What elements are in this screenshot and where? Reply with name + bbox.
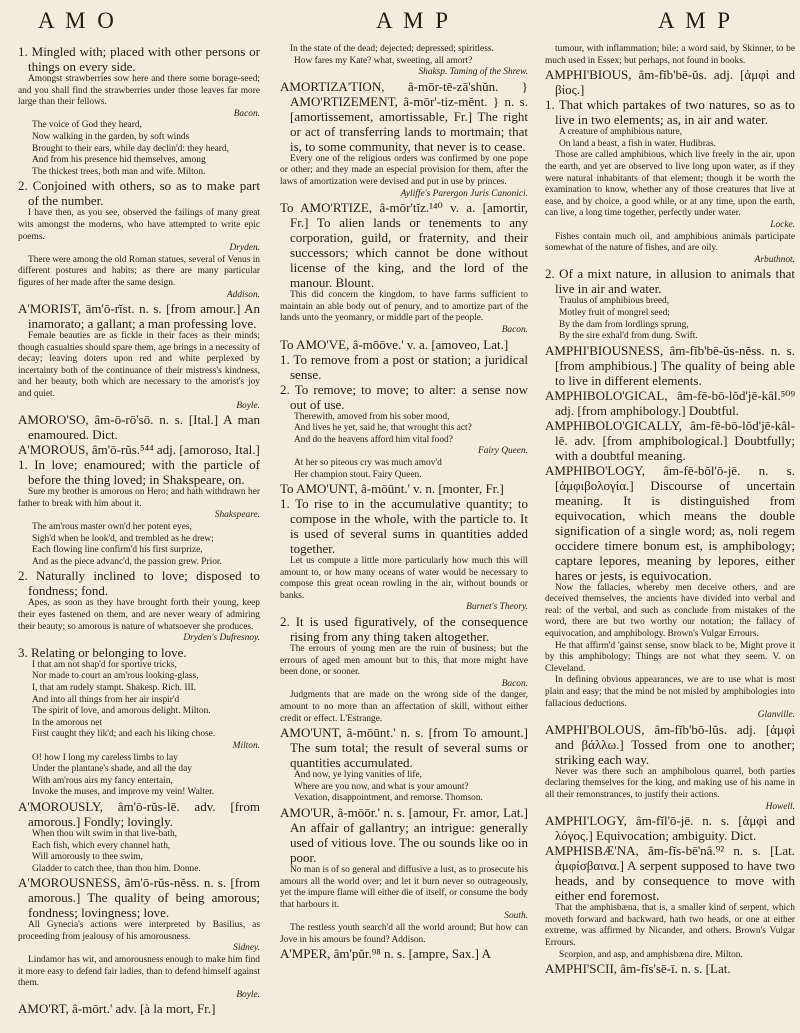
- citation-source: Glanville.: [757, 710, 795, 721]
- entry-text: AMPHI'BIOUS, âm-fĭb'bē-ŭs. adj. [ἀμφὶ and βίος.]: [545, 67, 795, 98]
- entry-text: 2. Naturally inclined to love; disposed to fondness; fond.: [18, 568, 260, 599]
- column-1: [18, 44, 260, 1029]
- quotation: He that affirm'd 'gainst sense, snow black to be, Might prove it by this amphibology; Things are not what they seem. V. on Cleveland.: [545, 640, 795, 674]
- verse-line: A creature of amphibious nature,: [559, 127, 683, 138]
- entry-text: To AMO'RTIZE, â-mōr'tĭz.¹⁴⁰ v. a. [amortir, Fr.] To alien lands or tenements to any corporation, guild, or fraternity, and their successors; which cannot be done without license of the king, and the lord of the manour. Blount.: [280, 200, 528, 291]
- entry-text: 3. Relating or belonging to love.: [18, 644, 187, 660]
- entry-text: 2. To remove; to move; to alter: a sense now out of use.: [280, 381, 528, 412]
- verse-line: Where are you now, and what is your amount?: [294, 781, 469, 792]
- verse-line: Sigh'd when he look'd, and trembled as he drew;: [32, 533, 214, 544]
- quotation: This did concern the kingdom, to have farms sufficient to maintain an able body out of penury, and to amortize part of the lands unto the yeomanry, or middle part of the people.: [280, 290, 528, 324]
- verse-line: Each fish, which every channel hath,: [32, 840, 171, 851]
- column-2: [280, 44, 528, 1029]
- verse-line: Gladder to catch thee, than thou him. Donne.: [32, 863, 201, 874]
- quotation: Those are called amphibious, which live freely in the air, upon the earth, and yet are observed to live long upon water, as if they were natural inhabitants of that element; though it be worth the examination to know, whether any of those creatures that live at ease, and by choice, a good while, or at any time, upon the earth, can live, a long time together, perfectly under water.: [545, 150, 795, 219]
- entry-text: AMPHI'BIOUSNESS, âm-fĭb'bē-ŭs-nĕss. n. s. [from amphibious.] The quality of being able to live in different elements.: [545, 342, 795, 388]
- quotation: tumour, with inflammation; bile: a word said, by Skinner, to be much used in Essex; but perhaps, not found in books.: [545, 44, 795, 66]
- quotation: Never was there such an amphibolous quarrel, both parties declaring themselves for the king, and making use of his name in all their remonstrances, to justify their actions.: [545, 766, 795, 800]
- verse-line: Therewith, amoved from his sober mood,: [294, 411, 450, 422]
- verse-line: The am'rous master own'd her potent eyes,: [32, 522, 192, 533]
- text-columns: [18, 44, 795, 1029]
- entry-text: 2. It is used figuratively, of the consequence rising from any thing taken altogether.: [280, 614, 528, 645]
- verse-line: Nor made to court an am'rous looking-glass,: [32, 671, 199, 682]
- entry-text: A'MOROUS, âm'ō-rŭs.⁵⁴⁴ adj. [amoroso, Ital.]: [18, 442, 260, 458]
- header-left-guideword: A M O: [38, 8, 117, 33]
- verse-line: The thickest trees, both man and wife. Milton.: [32, 166, 206, 177]
- citation-source: Dryden's Dufresnoy.: [183, 633, 260, 644]
- quotation: The errours of young men are the ruin of business; but the errours of aged men amount but to this, that more might have been done, or sooner.: [280, 644, 528, 678]
- entry-text: 2. Of a mixt nature, in allusion to animals that live in air and water.: [545, 266, 795, 297]
- entry-text: A'MOROUSNESS, âm'ō-rŭs-nĕss. n. s. [from amorous.] The quality of being amorous; fondness; lovingness; love.: [18, 875, 260, 921]
- entry-text: AMPHI'SCII, âm-fĭs'sē-ī. n. s. [Lat.: [545, 961, 731, 977]
- quotation: In the state of the dead; dejected; depressed; spiritless.: [290, 44, 494, 54]
- entry-text: AMORTIZA'TION, â-mōr-tē-zā'shŭn. } AMO'RTIZEMENT, â-mōr'-tiz-mĕnt. } n. s. [amortissement, amortissable, Fr.] The right or act of transferring lands to mortmain; that is, to some community, that never is to cease.: [280, 78, 528, 154]
- verse-line: And from his presence hid themselves, among: [32, 155, 206, 166]
- verse-line: And as the piece advanc'd, the passion grew. Prior.: [32, 556, 222, 567]
- header-right-guideword: A M P: [658, 8, 734, 33]
- entry-text: 1. To rise to in the accumulative quantity; to compose in the whole, with the particle to. It is used of several sums in quantities added together.: [280, 496, 528, 557]
- entry-text: AMPHIBO'LOGY, âm-fē-bŏl'ō-jē. n. s. [ἀμφιβολογία.] Discourse of uncertain meaning. It is distinguished from equivocation, which means the double signification of a single word; as, noli regem occidere timere bonum est, is amphibology; captare lepores, meaning by lepores, either hares or jests, is equivocation.: [545, 462, 795, 583]
- page-header: [10, 8, 790, 34]
- entry-text: To AMO'VE, â-mōōve.' v. a. [amoveo, Lat.]: [280, 336, 509, 352]
- verse-line: Under the plantane's shade, and all the day: [32, 764, 192, 775]
- quotation: Lindamor has wit, and amorousness enough to make him find it more easy to defend fair ladies, than to defend himself against them.: [18, 955, 260, 989]
- verse-line: In the amorous net: [32, 717, 103, 728]
- quotation: Let us compute a little more particularly how much this will amount to, or how many oceans of water would be necessary to compose this great ocean rowling in the air, without bounds or banks.: [280, 556, 528, 601]
- entry-text: AMPHIBOLO'GICAL, âm-fē-bō-lŏd'jē-kâl.⁵⁰⁹ adj. [from amphibology.] Doubtful.: [545, 387, 795, 418]
- verse-line: With am'rous airs my fancy entertain,: [32, 775, 173, 786]
- citation-source: Milton.: [232, 740, 260, 751]
- citation-source: Bacon.: [501, 678, 528, 689]
- verse-line: On land a beast, a fish in water. Hudibras.: [559, 138, 716, 149]
- quotation: Apes, as soon as they have brought forth their young, keep their eyes fastened on them, and are never weary of admiring their beauty; so amorous is nature of whatsoever she produces.: [18, 598, 260, 632]
- column-3: [545, 44, 795, 1029]
- verse-line: And do the heavens afford him vital food?: [294, 434, 453, 445]
- verse-line: Traulus of amphibious breed,: [559, 296, 670, 307]
- citation-source: Burnet's Theory.: [466, 602, 528, 613]
- citation-source: Bacon.: [233, 108, 260, 119]
- quotation: That the amphisbæna, that is, a smaller kind of serpent, which moveth forward and backward, hath two heads, or one at either extreme, was affirmed by Nicander, and others. Brown's Vulgar Errours.: [545, 903, 795, 948]
- entry-text: AMPHI'BOLOUS, âm-fĭb'bō-lŭs. adj. [ἀμφὶ and βάλλω.] Tossed from one to another; striking each way.: [545, 721, 795, 767]
- verse-line: When thou wilt swim in that live-bath,: [32, 828, 178, 839]
- entry-text: A'MOROUSLY, âm'ō-rŭs-lē. adv. [from amorous.] Fondly; lovingly.: [18, 798, 260, 829]
- entry-text: AMO'UNT, â-mōūnt.' n. s. [from To amount.] The sum total; the result of several sums or quantities accumulated.: [280, 725, 528, 771]
- verse-line: Now walking in the garden, by soft winds: [32, 131, 190, 142]
- verse-line: Brought to their ears, while day declin'd: they heard,: [32, 143, 229, 154]
- verse-line: I, that am rudely stampt. Shakesp. Rich. III.: [32, 682, 197, 693]
- entry-text: AMPHI'LOGY, âm-fĭl'ō-jē. n. s. [ἀμφὶ and λόγος.] Equivocation; ambiguity. Dict.: [545, 813, 795, 844]
- entry-text: 1. In love; enamoured; with the particle of before the thing loved; in Shakspeare, on.: [18, 457, 260, 488]
- verse-line: By the dam from lordlings sprung,: [559, 319, 689, 330]
- quotation: Sure my brother is amorous on Hero; and hath withdrawn her father to break with him about it.: [18, 487, 260, 509]
- citation-source: Locke.: [770, 219, 795, 230]
- quotation: Fishes contain much oil, and amphibious animals participate somewhat of the nature of fishes, and are oily.: [545, 231, 795, 254]
- entry-text: AMO'RT, â-mōrt.' adv. [à la mort, Fr.]: [18, 1001, 216, 1017]
- verse-line: At her so piteous cry was much amov'd: [294, 457, 442, 468]
- verse-line: First caught they lik'd; and each his liking chose.: [32, 729, 216, 740]
- citation-source: Howell.: [765, 801, 795, 812]
- verse-line: Vexation, disappointment, and remorse. Thomson.: [294, 793, 483, 804]
- citation-source: Dryden.: [229, 243, 260, 254]
- entry-text: 1. That which partakes of two natures, so as to live in two elements; as, in air and water.: [545, 97, 795, 128]
- entry-text: A'MORIST, ām'ō-rĭst. n. s. [from amour.] An inamorato; a gallant; a man professing love.: [18, 301, 260, 332]
- quotation: Female beauties are as fickle in their faces as their minds; though casualties should spare them, age brings in a necessity of decay; leaving doters upon red and white perplexed by incertainty both of the continuance of their mistress's kindness, and her beauty, both which are necessary to the amorist's joy and quiet.: [18, 331, 260, 400]
- verse-line: The spirit of love, and amorous delight. Milton.: [32, 706, 211, 717]
- verse-line: Each flowing line confirm'd his first surprize,: [32, 545, 203, 556]
- entry-text: To AMO'UNT, â-mōūnt.' v. n. [monter, Fr.]: [280, 481, 504, 497]
- quotation: In defining obvious appearances, we are to use what is most plain and easy; that the mind be not misled by amphibologies into fallacious deductions.: [545, 675, 795, 709]
- verse-line: The voice of God they heard,: [32, 120, 142, 131]
- verse-line: How fares my Kate? what, sweeting, all amort?: [294, 55, 473, 66]
- quotation: Every one of the religious orders was confirmed by one pope or other; and they made an especial provision for them, after the laws of amortization were devised and put in use by princes.: [280, 153, 528, 187]
- citation-source: Boyle.: [236, 400, 260, 411]
- entry-text: AMO'UR, â-mōōr.' n. s. [amour, Fr. amor, Lat.] An affair of gallantry; an intrigue: generally used of vitious love. The ou sounds like oo in poor.: [280, 805, 528, 865]
- verse-line: And now, ye lying vanities of life,: [294, 770, 423, 781]
- citation-source: South.: [504, 911, 528, 922]
- quotation: Now the fallacies, whereby men deceive others, and are deceived themselves, the ancients have divided into verbal and real: of the verbal, and such as conclude from mistakes of the word, there are but two worthy our notation; the fallacy of equivocation, and amphibology. Brown's Vulgar Errours.: [545, 582, 795, 640]
- verse-line: And into all things from her air inspir'd: [32, 694, 180, 705]
- citation-source: Addison.: [226, 289, 260, 300]
- citation-source: Bacon.: [501, 324, 528, 335]
- citation-source: Fairy Queen.: [478, 446, 528, 457]
- entry-text: A'MPER, âm'pŭr.⁹⁸ n. s. [ampre, Sax.] A: [280, 946, 491, 962]
- quotation: The restless youth search'd all the world around; But how can Jove in his amours be found? Addison.: [280, 922, 528, 945]
- citation-source: Shakspeare.: [214, 510, 260, 521]
- quotation: There were among the old Roman statues, several of Venus in different postures and habits; as there are many particular figures of her made after the same design.: [18, 254, 260, 288]
- entry-text: AMPHISBÆ'NA, âm-fĭs-bē'nâ.⁹² n. s. [Lat. ἀμφίσβαινα.] A serpent supposed to have two heads, and by consequence to move with either end foremost.: [545, 843, 795, 904]
- verse-line: O! how I long my careless limbs to lay: [32, 752, 178, 763]
- verse-line: Invoke the muses, and improve my vein! Walter.: [32, 787, 215, 798]
- header-center-guideword: A M P: [376, 8, 452, 33]
- verse-line: And lives he yet, said he, that wrought this act?: [294, 423, 472, 434]
- quotation: Judgments that are made on the wrong side of the danger, amount to no more than an affectation of skill, without either credit or effect. L'Estrange.: [280, 690, 528, 724]
- quotation: No man is of so general and diffusive a lust, as to prosecute his amours all the world over; and let it burn never so outrageously, yet the impure flame will either die of itself, or consume the body that harbours it.: [280, 865, 528, 910]
- citation-source: Arbuthnot.: [754, 254, 795, 265]
- verse-line: I that am not shap'd for sportive tricks,: [32, 659, 177, 670]
- entry-text: 1. To remove from a post or station; a juridical sense.: [280, 351, 528, 382]
- entry-text: AMORO'SO, âm-ō-rō'sō. n. s. [Ital.] A man enamoured. Dict.: [18, 412, 260, 443]
- citation-source: Ayliffe's Parergon Juris Canonici.: [400, 188, 528, 199]
- citation-source: Boyle.: [236, 989, 260, 1000]
- citation-source: Shaksp. Taming of the Shrew.: [418, 67, 528, 78]
- verse-line: Motley fruit of mongrel seed;: [559, 307, 670, 318]
- verse-line: Will amorously to thee swim,: [32, 852, 143, 863]
- quotation: I have then, as you see, observed the failings of many great wits amongst the moderns, who have attempted to write epic poems.: [18, 208, 260, 242]
- verse-line: By the sire exhal'd from dung. Swift.: [559, 331, 698, 342]
- entry-text: 2. Conjoined with others, so as to make part of the number.: [18, 178, 260, 209]
- verse-line: Her champion stout. Fairy Queen.: [294, 469, 422, 480]
- entry-text: 1. Mingled with; placed with other persons or things on every side.: [18, 44, 260, 74]
- quotation: All Gynecia's actions were interpreted by Basilius, as proceeding from jealousy of his amorousness.: [18, 920, 260, 942]
- entry-text: AMPHIBOLO'GICALLY, âm-fē-bō-lŏd'jē-kâl-lē. adv. [from amphibological.] Doubtfully; with a doubtful meaning.: [545, 417, 795, 463]
- quotation: Amongst strawberries sow here and there some borage-seed; and you shall find the strawberries under those leaves far more large than their fellows.: [18, 74, 260, 108]
- verse-line: Scorpion, and asp, and amphisbæna dire. Milton.: [559, 949, 743, 960]
- citation-source: Sidney.: [233, 943, 260, 954]
